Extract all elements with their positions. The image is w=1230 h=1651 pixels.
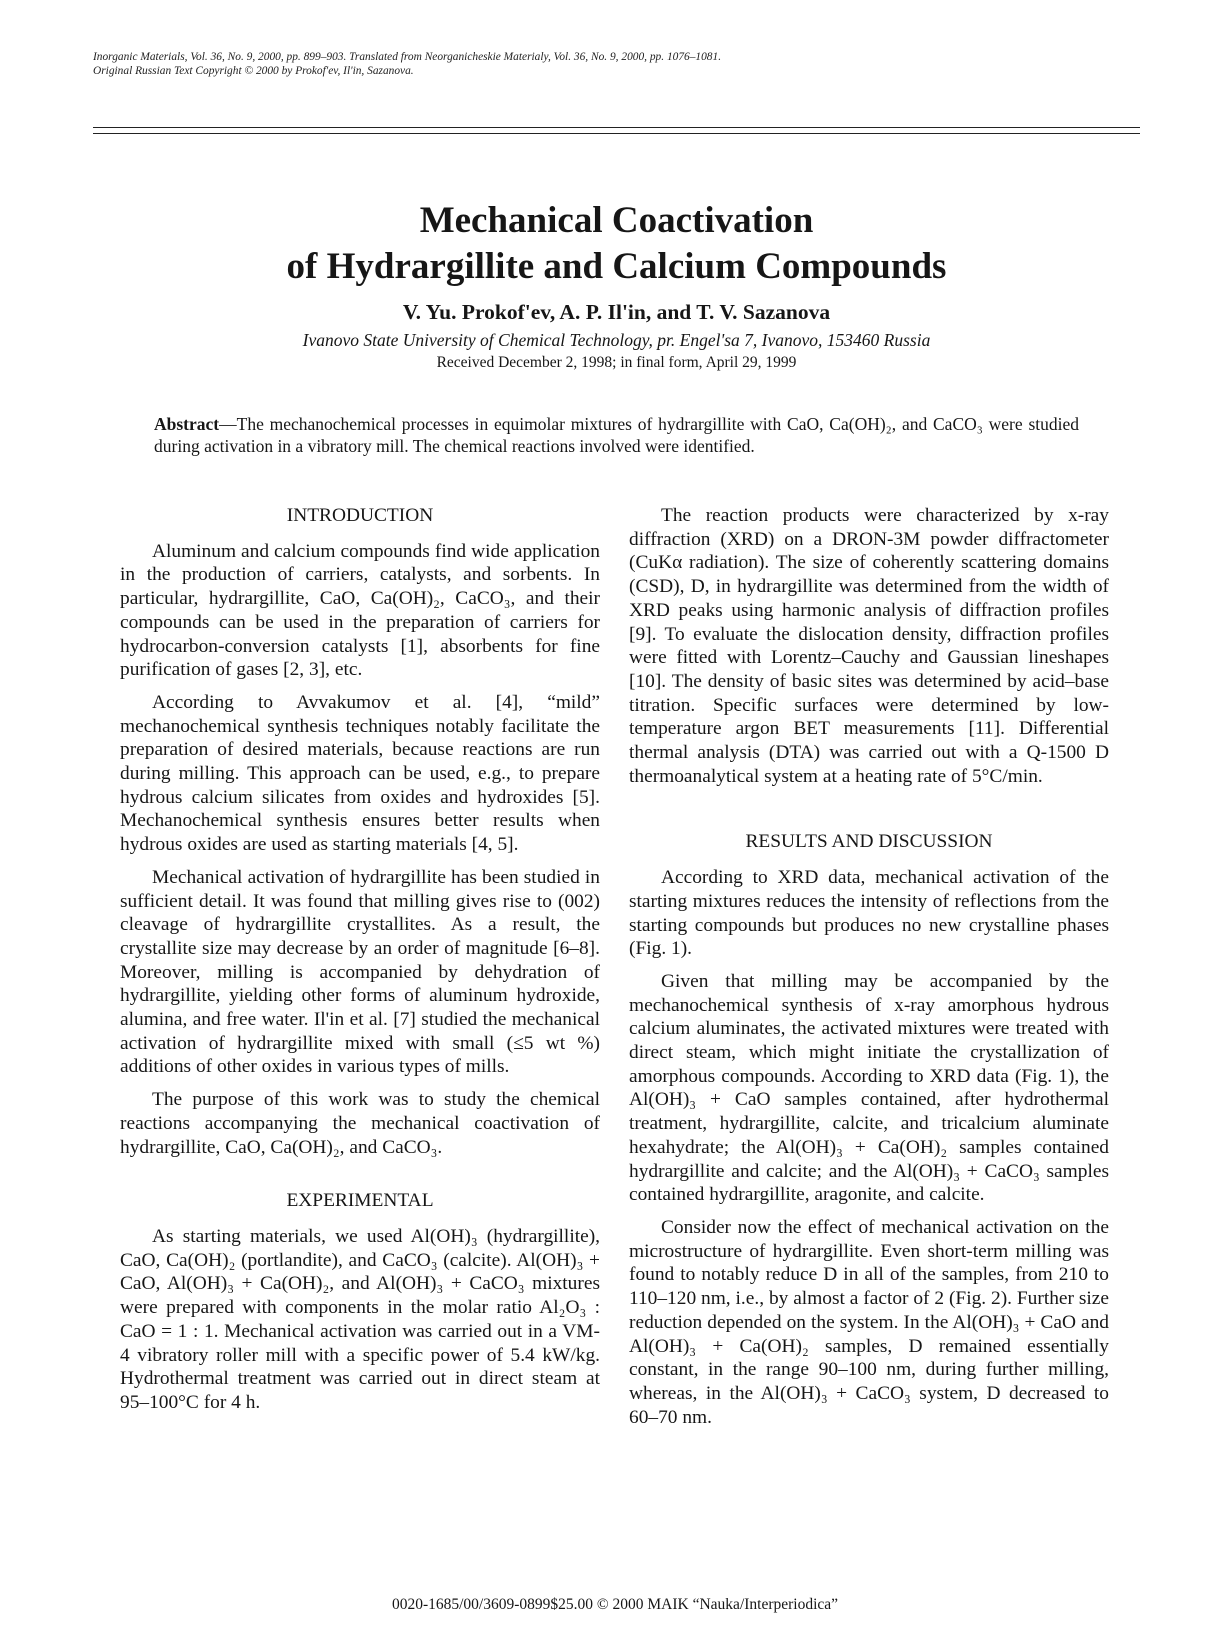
intro-paragraph-1: Aluminum and calcium compounds find wide application in the production of carriers, catalysts, and sorbents. In particular, hydrargillite, CaO, Ca(OH)₂, CaCO₃, and their compounds can be used in the preparation of carriers for hydrocarbon-conversion catalysts [1], absorbents for fine purification of gases [2, 3], etc. — [120, 540, 600, 681]
abstract-label: Abstract — [154, 414, 220, 434]
section-heading-introduction: INTRODUCTION — [286, 505, 434, 526]
title-line-2: of Hydrargillite and Calcium Compounds — [286, 246, 947, 287]
intro-paragraph-2: According to Avvakumov et al. [4], “mild” mechanochemical synthesis techniques notably facilitate the preparation of desired materials, because reactions are run during milling. This approach can be used, e.g., to prepare hydrous calcium silicates from oxides and hydroxides [5]. Mechanochemical synthesis ensures better results when hydrous oxides are used as starting materials [4, 5]. — [120, 691, 600, 856]
paper-title — [93, 198, 1140, 290]
section-heading-experimental: EXPERIMENTAL — [286, 1190, 434, 1212]
results-paragraph-1: According to XRD data, mechanical activation of the starting mixtures reduces the intensity of reflections from the starting compounds but produces no new crystalline phases (Fig. 1). — [629, 867, 1109, 960]
header-rule-bottom — [93, 133, 1140, 134]
experimental-paragraph-2: The reaction products were characterized by x-ray diffraction (XRD) on a DRON-3M powder diffractometer (CuKα radiation). The size of coherently scattering domains (CSD), D, in hydrargillite was determined from the width of XRD peaks using harmonic analysis of diffraction profiles [9]. To evaluate the dislocation density, diffraction profiles were fitted with Lorentz–Cauchy and Gaussian lineshapes [10]. The density of basic sites was determined by acid–base titration. Specific surfaces were determined by low-temperature argon BET measurements [11]. Differential thermal analysis (DTA) was carried out with a Q-1500 D thermoanalytical system at a heating rate of 5°C/min. — [629, 505, 1109, 787]
header-rule-top — [93, 127, 1140, 128]
running-head-copyright: Original Russian Text Copyright © 2000 by Prokof'ev, Il'in, Sazanova. — [93, 65, 414, 77]
intro-paragraph-4: The purpose of this work was to study the chemical reactions accompanying the mechanical coactivation of hydrargillite, CaO, Ca(OH)₂, and CaCO₃. — [120, 1089, 600, 1158]
authors: V. Yu. Prokof'ev, A. P. Il'in, and T. V. Sazanova — [402, 300, 831, 324]
running-head-citation: Inorganic Materials, Vol. 36, No. 9, 2000, pp. 899–903. Translated from Neorganicheskie Materialy, Vol. 36, No. 9, 2000, pp. 1076–1081. — [93, 51, 722, 63]
results-paragraph-3: Consider now the effect of mechanical activation on the microstructure of hydrargillite. Even short-term milling was found to notably reduce D in all of the samples, from 210 to 110–120 nm, i.e., by almost a factor of 2 (Fig. 2). Further size reduction depended on the system. In the Al(OH)₃ + CaO and Al(OH)₃ + Ca(OH)₂ samples, D remained essentially constant, in the range 90–100 nm, during further milling, whereas, in the Al(OH)₃ + CaCO₃ system, D decreased to 60–70 nm. — [629, 1216, 1109, 1428]
left-column — [120, 504, 600, 1424]
running-head — [93, 50, 1093, 78]
title-block — [93, 198, 1140, 373]
received-date: Received December 2, 1998; in final form, April 29, 1999 — [436, 354, 797, 371]
affiliation: Ivanovo State University of Chemical Technology, pr. Engel'sa 7, Ivanovo, 153460 Russia — [302, 330, 931, 350]
results-paragraph-2: Given that milling may be accompanied by the mechanochemical synthesis of x-ray amorphous hydrous calcium aluminates, the activated mixtures were treated with direct steam, which might initiate the crystallization of amorphous compounds. According to XRD data (Fig. 1), the Al(OH)₃ + CaO samples contained, after hydrothermal treatment, hydrargillite, calcite, and tricalcium aluminate hexahydrate; the Al(OH)₃ + Ca(OH)₂ samples contained hydrargillite and calcite; and the Al(OH)₃ + CaCO₃ samples contained hydrargillite, aragonite, and calcite. — [629, 970, 1109, 1206]
right-column — [629, 504, 1109, 1438]
title-line-1: Mechanical Coactivation — [419, 200, 814, 241]
experimental-paragraph-1: As starting materials, we used Al(OH)₃ (hydrargillite), CaO, Ca(OH)₂ (portlandite), and CaCO₃ (calcite). Al(OH)₃ + CaO, Al(OH)₃ + Ca(OH)₂, and Al(OH)₃ + CaCO₃ mixtures were prepared with components in the molar ratio Al₂O₃ : CaO = 1 : 1. Mechanical activation was carried out in a VM-4 vibratory roller mill with a specific power of 5.4 kW/kg. Hydrothermal treatment was carried out in direct steam at 95–100°C for 4 h. — [120, 1225, 600, 1413]
section-heading-results: RESULTS AND DISCUSSION — [745, 831, 993, 853]
abstract — [154, 413, 1079, 457]
footer-copyright: 0020-1685/00/3609-0899$25.00 © 2000 MAIK “Nauka/Interperiodica” — [391, 1596, 839, 1613]
abstract-text: —The mechanochemical processes in equimolar mixtures of hydrargillite with CaO, Ca(OH)₂, and CaCO₃ were studied during activation in a vibratory mill. The chemical reactions involved were identified. — [154, 414, 1079, 456]
intro-paragraph-3: Mechanical activation of hydrargillite has been studied in sufficient detail. It was found that milling gives rise to (002) cleavage of hydrargillite crystallites. As a result, the crystallite size may decrease by an order of magnitude [6–8]. Moreover, milling is accompanied by dehydration of hydrargillite, yielding other forms of aluminum hydroxide, alumina, and free water. Il'in et al. [7] studied the mechanical activation of hydrargillite mixed with small (≤5 wt %) additions of other oxides in various types of mills. — [120, 866, 600, 1078]
